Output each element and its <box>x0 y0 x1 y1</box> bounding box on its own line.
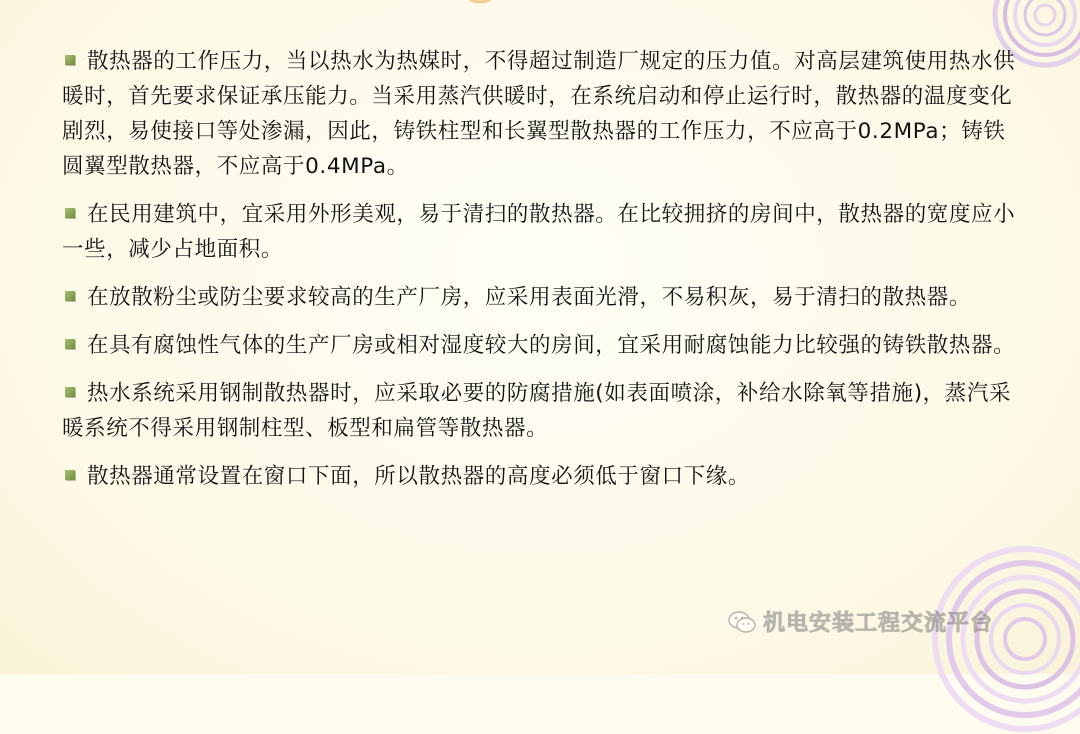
wechat-icon <box>727 609 757 635</box>
square-bullet-icon <box>65 55 75 65</box>
decorative-rings-bottom-right <box>930 544 1080 734</box>
paragraph-text: 散热器的工作压力，当以热水为热媒时，不得超过制造厂规定的压力值。对高层建筑使用热水供暖时，首先要求保证承压能力。当采用蒸汽供暖时，在系统启动和停止运行时，散热器的温度变化剧烈，易使接口等处渗漏，因此，铸铁柱型和长翼型散热器的工作压力，不应高于0.2MPa；铸铁圆翼型散热器，不应高于0.4MPa。 <box>62 49 1016 179</box>
decorative-arc-top <box>460 0 500 6</box>
paragraph-text: 在放散粉尘或防尘要求较高的生产厂房，应采用表面光滑，不易积灰，易于清扫的散热器。 <box>87 285 972 310</box>
watermark <box>727 606 993 637</box>
paragraph-working-pressure <box>62 44 1022 184</box>
square-bullet-icon <box>65 208 75 218</box>
paragraph-steel-radiators <box>62 376 1022 446</box>
paragraph-text: 在民用建筑中，宜采用外形美观，易于清扫的散热器。在比较拥挤的房间中，散热器的宽度应小一些，减少占地面积。 <box>62 202 1016 262</box>
watermark-text: 机电安装工程交流平台 <box>763 611 994 636</box>
square-bullet-icon <box>65 291 75 301</box>
paragraph-dusty-plants <box>62 280 1022 315</box>
square-bullet-icon <box>65 470 75 480</box>
paragraph-radiator-height <box>62 459 1022 494</box>
square-bullet-icon <box>65 339 75 349</box>
slide-content <box>62 44 1022 507</box>
square-bullet-icon <box>65 387 75 397</box>
paragraph-text: 在具有腐蚀性气体的生产厂房或相对湿度较大的房间，宜采用耐腐蚀能力比较强的铸铁散热器。 <box>87 333 1016 358</box>
paragraph-civil-buildings <box>62 197 1022 267</box>
paragraph-text: 热水系统采用钢制散热器时，应采取必要的防腐措施(如表面喷涂，补给水除氧等措施)，蒸汽采暖系统不得采用钢制柱型、板型和扁管等散热器。 <box>62 381 1012 441</box>
paragraph-corrosive-gas <box>62 328 1022 363</box>
paragraph-text: 散热器通常设置在窗口下面，所以散热器的高度必须低于窗口下缘。 <box>87 464 751 489</box>
